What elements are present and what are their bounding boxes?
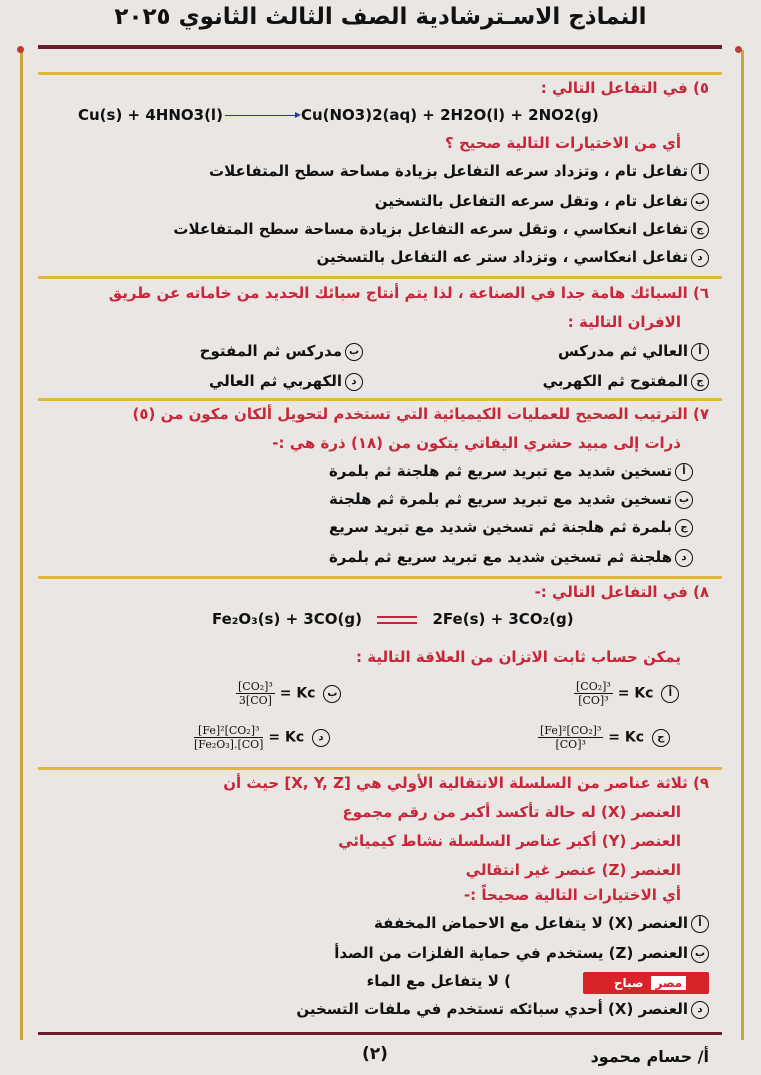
q5-question: أي من الاختيارات التالية صحيح ؟ (445, 134, 681, 152)
option-marker: د (345, 373, 363, 391)
q9-option-d[interactable]: دالعنصر (X) أحدي سبائكه تستخدم في ملفات التسخين (296, 1000, 709, 1019)
author-name: أ/ حسام محمود (590, 1047, 709, 1066)
q5-option-d[interactable]: دتفاعل انعكاسي ، وتزداد ستر عه التفاعل بالتسخين (316, 248, 709, 267)
q8-option-b[interactable]: $\frac{\text{[CO₂]³}}{3[CO]}$ = Kc ب (236, 680, 341, 707)
q7-title: ٧) الترتيب الصحيح للعمليات الكيميائية التي تستخدم لتحويل ألكان مكون من (٥) (132, 405, 709, 423)
q6-title: ٦) السبائك هامة جدا في الصناعة ، لذا يتم أنتاج سبائك الحديد من خاماته عن طريق (108, 284, 709, 302)
option-marker: أ (675, 463, 693, 481)
footer-rule (38, 1032, 722, 1035)
option-marker: ب (345, 343, 363, 361)
option-marker: ب (691, 945, 709, 963)
option-marker: د (312, 729, 330, 747)
q9-statement-y: العنصر (Y) أكبر عناصر السلسلة نشاط كيميائي (338, 832, 681, 850)
page-number: (٢) (362, 1044, 388, 1064)
q5-option-b[interactable]: بتفاعل تام ، وتقل سرعه التفاعل بالتسخين (375, 192, 709, 211)
q8-question: يمكن حساب ثابت الاتزان من العلاقة التالية : (356, 648, 681, 666)
corner-dot (735, 46, 742, 53)
q5-equation (78, 106, 599, 124)
q6-option-a[interactable]: أالعالي ثم مدركس (558, 342, 709, 361)
q8-option-c[interactable]: $\frac{\text{[Fe]²[CO₂]³}}{\text{[CO]³}}$ = Kc ج (538, 724, 670, 751)
option-marker: أ (691, 163, 709, 181)
q8-eq-left: Fe₂O₃(s) + 3CO(g) (212, 610, 362, 628)
q9-option-a[interactable]: أالعنصر (X) لا يتفاعل مع الاحماض المخففة (374, 914, 709, 933)
option-marker: أ (691, 915, 709, 933)
separator (38, 398, 722, 401)
q7-title-cont: ذرات إلى مبيد حشري اليفاتي يتكون من (١٨) ذرة هي :- (272, 434, 681, 452)
q8-option-a[interactable]: $\frac{\text{[CO₂]³}}{\text{[CO]³}}$ = Kc أ (574, 680, 679, 707)
q5-eq-right: Cu(NO3)2(aq) + 2H2O(l) + 2NO2(g) (300, 106, 599, 124)
q5-option-a[interactable]: أتفاعل تام ، وتزداد سرعه التفاعل بزيادة مساحة سطح المتفاعلات (209, 162, 709, 181)
option-marker: ب (675, 491, 693, 509)
q9-title: ٩) ثلاثة عناصر من السلسلة الانتقالية الأولي هي [X, Y, Z] حيث أن (223, 774, 709, 792)
q7-option-c[interactable]: جبلمرة ثم هلجنة ثم تسخين شديد مع تبريد سريع (329, 518, 693, 537)
option-marker: د (691, 249, 709, 267)
q5-title: ٥) في التفاعل التالي : (540, 79, 709, 97)
q7-option-b[interactable]: بتسخين شديد مع تبريد سريع ثم بلمرة ثم هلجنة (329, 490, 693, 509)
option-marker: د (691, 1001, 709, 1019)
watermark-logo: مصرصباح (583, 972, 709, 994)
q6-option-c[interactable]: جالمفتوح ثم الكهربي (543, 372, 709, 391)
q7-option-a[interactable]: أتسخين شديد مع تبريد سريع ثم هلجنة ثم بلمرة (329, 462, 693, 481)
q8-option-d[interactable]: $\frac{\text{[Fe]²[CO₂]³}}{\text{[Fe₂O₃].[CO]}}$ = Kc د (194, 724, 330, 751)
q9-statement-x: العنصر (X) له حالة تأكسد أكبر من رقم مجموع (342, 803, 681, 821)
option-marker: أ (691, 343, 709, 361)
title-rule (38, 45, 722, 49)
q8-title: ٨) في التفاعل التالي :- (534, 583, 709, 601)
q8-equation (212, 610, 574, 628)
q9-question: أي الاختيارات التالية صحيحاً :- (463, 886, 681, 904)
q6-title-cont: الافران التالية : (567, 313, 681, 331)
q9-option-b[interactable]: بالعنصر (Z) يستخدم في حماية الفلزات من الصدأ (334, 944, 709, 963)
option-marker: أ (661, 685, 679, 703)
reaction-arrow (225, 115, 299, 116)
separator (38, 576, 722, 579)
option-marker: ب (691, 193, 709, 211)
q5-option-c[interactable]: جتفاعل انعكاسي ، وتقل سرعه التفاعل بزيادة مساحة سطح المتفاعلات (173, 220, 709, 239)
q9-statement-z: العنصر (Z) عنصر غير انتقالي (465, 861, 681, 879)
separator (38, 276, 722, 279)
q8-eq-right: 2Fe(s) + 3CO₂(g) (432, 610, 574, 628)
option-marker: ج (675, 519, 693, 537)
corner-dot (17, 46, 24, 53)
option-marker: د (675, 549, 693, 567)
q6-option-b[interactable]: بمدركس ثم المفتوح (200, 342, 363, 361)
option-marker: ج (691, 221, 709, 239)
q5-eq-left: Cu(s) + 4HNO3(l) (78, 106, 223, 124)
option-marker: ب (323, 685, 341, 703)
q9-option-c[interactable]: ) لا يتفاعل مع الماء (366, 972, 511, 990)
separator (38, 72, 722, 75)
option-marker: ج (652, 729, 670, 747)
equilibrium-arrow (377, 615, 417, 625)
q6-option-d[interactable]: دالكهربي ثم العالي (209, 372, 363, 391)
option-marker: ج (691, 373, 709, 391)
q7-option-d[interactable]: دهلجنة ثم تسخين شديد مع تبريد سريع ثم بلمرة (329, 548, 693, 567)
page-title: النماذج الاسـترشادية الصف الثالث الثانوي ٢٠٢٥ (114, 4, 647, 30)
separator (38, 767, 722, 770)
